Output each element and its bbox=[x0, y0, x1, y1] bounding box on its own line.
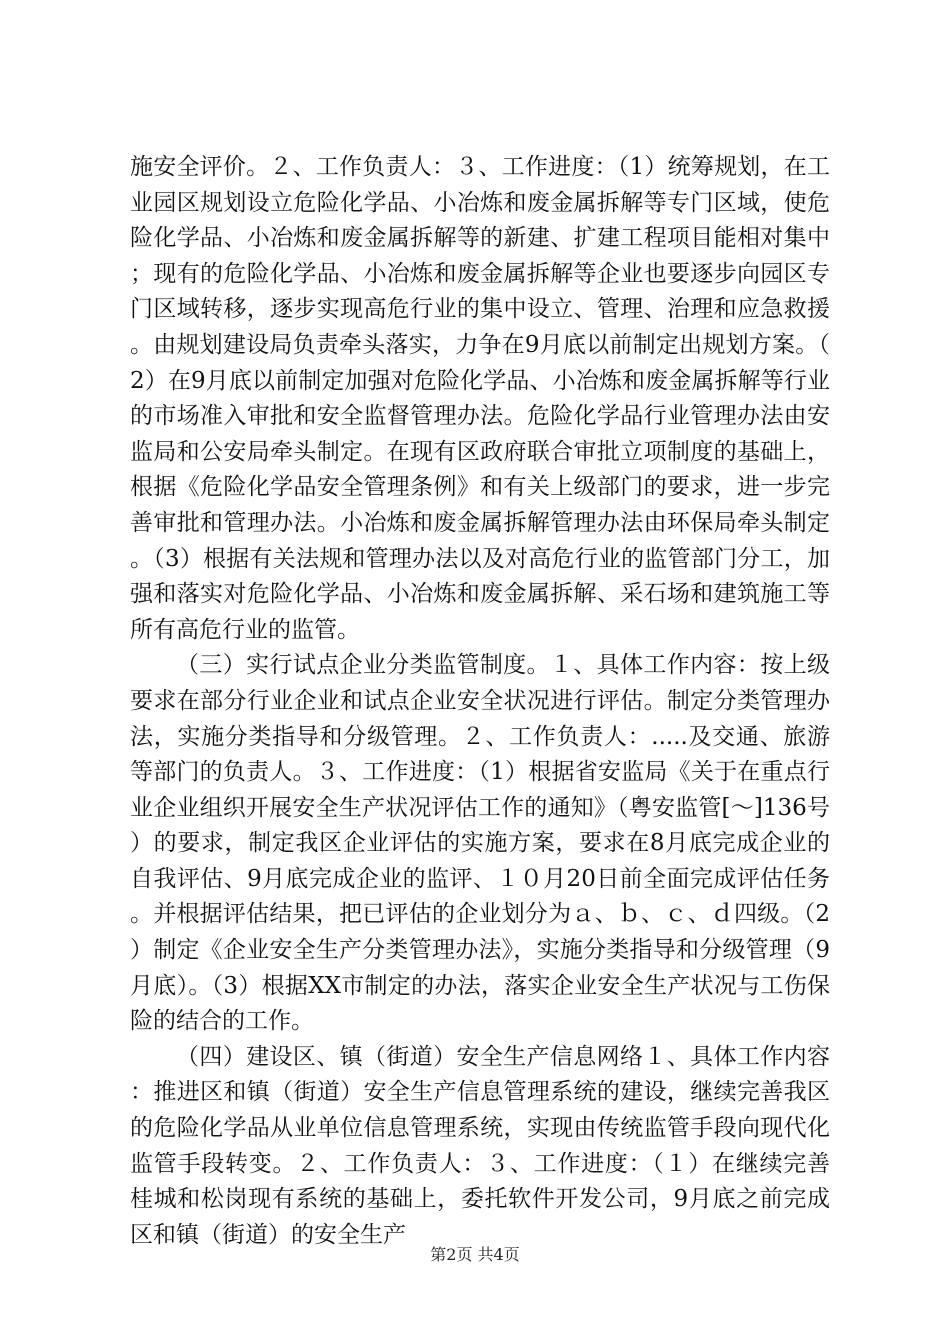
paragraph-section-four: （四）建设区、镇（街道）安全生产信息网络１、具体工作内容：推进区和镇（街道）安全生产信息管理系统的建设，继续完善我区的危险化学品从业单位信息管理系统，实现由传统监管手段向现代化监管手段转变。２、工作负责人：３、工作进度：（１）在继续完善桂城和松岗现有系统的基础上，委托软件开发公司，9月底之前完成区和镇（街道）的安全生产 bbox=[130, 1043, 830, 1248]
paragraph-continuation: 施安全评价。２、工作负责人：３、工作进度：（1）统筹规划，在工业园区规划设立危险化学品、小冶炼和废金属拆解等专门区域，使危险化学品、小冶炼和废金属拆解等的新建、扩建工程项目能相对集中；现有的危险化学品、小冶炼和废金属拆解等企业也要逐步向园区专门区域转移，逐步实现高危行业的集中设立、管理、治理和应急救援。由规划建设局负责牵头落实，力争在9月底以前制定出规划方案。（2）在9月底以前制定加强对危险化学品、小冶炼和废金属拆解等行业的市场准入审批和安全监督管理办法。危险化学品行业管理办法由安监局和公安局牵头制定。在现有区政府联合审批立项制度的基础上，根据《危险化学品安全管理条例》和有关上级部门的要求，进一步完善审批和管理办法。小冶炼和废金属拆解管理办法由环保局牵头制定。（3）根据有关法规和管理办法以及对高危行业的监管部门分工，加强和落实对危险化学品、小冶炼和废金属拆解、采石场和建筑施工等所有高危行业的监管。 bbox=[130, 154, 830, 643]
paragraph-section-three: （三）实行试点企业分类监管制度。１、具体工作内容：按上级要求在部分行业企业和试点企业安全状况进行评估。制定分类管理办法，实施分类指导和分级管理。２、工作负责人：.....及交通、旅游等部门的负责人。３、工作进度：（1）根据省安监局《关于在重点行业企业组织开展安全生产状况评估工作的通知》（粤安监管[～]136号）的要求，制定我区企业评估的实施方案，要求在8月底完成企业的自我评估、9月底完成企业的监评、１０月20日前全面完成评估任务。并根据评估结果，把已评估的企业划分为ａ、ｂ、ｃ、ｄ四级。（2）制定《企业安全生产分类管理办法》，实施分类指导和分级管理（9月底）。（3）根据XX市制定的办法，落实企业安全生产状况与工伤保险的结合的工作。 bbox=[130, 652, 830, 1035]
page-footer: 第2页 共4页 bbox=[430, 1245, 520, 1264]
document-body bbox=[130, 150, 830, 1253]
